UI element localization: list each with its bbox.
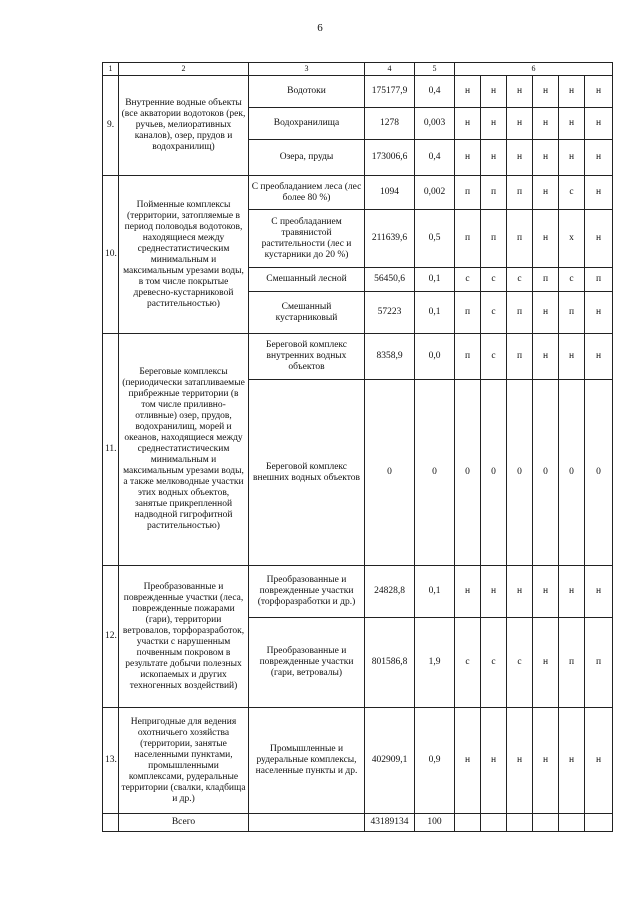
flag-cell: п	[481, 176, 507, 210]
flag-cell: п	[481, 210, 507, 268]
flag-cell: 0	[559, 380, 585, 566]
header-col-1: 1	[103, 63, 119, 76]
flag-cell: н	[559, 334, 585, 380]
category-description: Береговые комплексы (периодически затапливаемые прибрежные территории (в том числе приливно-отливные) озер, прудов, водохранилищ, морей и океанов, находящиеся между среднестатистическим минимальным и максимальным урезами воды, а также мелководные участки этих водных объектов, занятые прикрепленной надводной гигрофитной растительностью)	[119, 334, 249, 566]
flag-cell: н	[533, 708, 559, 814]
flag-cell: 0	[533, 380, 559, 566]
area-value: 801586,8	[365, 618, 415, 708]
flag-cell: н	[455, 108, 481, 140]
empty-cell	[103, 814, 119, 832]
total-percent: 100	[415, 814, 455, 832]
area-value: 57223	[365, 292, 415, 334]
flag-cell: с	[507, 618, 533, 708]
page-number: 6	[317, 22, 323, 34]
row-number: 12.	[103, 566, 119, 708]
flag-cell: п	[507, 210, 533, 268]
percent-value: 1,9	[415, 618, 455, 708]
subcategory-name: Преобразованные и поврежденные участки (торфоразработки и др.)	[249, 566, 365, 618]
flag-cell: н	[481, 140, 507, 176]
category-description: Преобразованные и поврежденные участки (леса, поврежденные пожарами (гари), территории ветровалов, торфоразработок, участки с нарушенным почвенным покровом в результате добычи полезных ископаемых и других техногенных воздействий)	[119, 566, 249, 708]
area-value: 211639,6	[365, 210, 415, 268]
percent-value: 0,9	[415, 708, 455, 814]
flag-cell: н	[507, 108, 533, 140]
flag-cell: п	[507, 292, 533, 334]
area-value: 0	[365, 380, 415, 566]
flag-cell: н	[533, 76, 559, 108]
flag-cell: н	[559, 108, 585, 140]
subcategory-name: С преобладанием травянистой растительности (лес и кустарники до 20 %)	[249, 210, 365, 268]
flag-cell: с	[481, 334, 507, 380]
total-label: Всего	[119, 814, 249, 832]
empty-cell	[585, 814, 613, 832]
flag-cell: н	[585, 76, 613, 108]
flag-cell: 0	[455, 380, 481, 566]
flag-cell: н	[455, 76, 481, 108]
percent-value: 0,5	[415, 210, 455, 268]
table-row	[103, 708, 613, 814]
flag-cell: н	[559, 566, 585, 618]
area-value: 56450,6	[365, 268, 415, 292]
flag-cell: н	[533, 618, 559, 708]
table-row	[103, 334, 613, 380]
flag-cell: с	[455, 268, 481, 292]
row-number: 10.	[103, 176, 119, 334]
flag-cell: п	[559, 292, 585, 334]
flag-cell: п	[533, 268, 559, 292]
table-row	[103, 76, 613, 108]
flag-cell: н	[585, 566, 613, 618]
area-value: 8358,9	[365, 334, 415, 380]
flag-cell: 0	[507, 380, 533, 566]
row-number: 13.	[103, 708, 119, 814]
category-description: Внутренние водные объекты (все акватории водотоков (рек, ручьев, мелиоративных каналов), озер, прудов и водохранилищ)	[119, 76, 249, 176]
flag-cell: н	[481, 76, 507, 108]
table-row	[103, 566, 613, 618]
flag-cell: н	[585, 108, 613, 140]
header-col-6: 6	[455, 63, 613, 76]
header-row	[103, 63, 613, 76]
flag-cell: н	[533, 140, 559, 176]
flag-cell: н	[507, 140, 533, 176]
area-value: 1094	[365, 176, 415, 210]
percent-value: 0,4	[415, 140, 455, 176]
flag-cell: п	[507, 176, 533, 210]
empty-cell	[455, 814, 481, 832]
flag-cell: н	[533, 566, 559, 618]
subcategory-name: Смешанный лесной	[249, 268, 365, 292]
empty-cell	[507, 814, 533, 832]
area-value: 173006,6	[365, 140, 415, 176]
subcategory-name: Преобразованные и поврежденные участки (гари, ветровалы)	[249, 618, 365, 708]
flag-cell: с	[455, 618, 481, 708]
flag-cell: п	[585, 618, 613, 708]
subcategory-name: Водотоки	[249, 76, 365, 108]
percent-value: 0,002	[415, 176, 455, 210]
flag-cell: н	[533, 292, 559, 334]
header-col-3: 3	[249, 63, 365, 76]
flag-cell: н	[585, 708, 613, 814]
percent-value: 0,4	[415, 76, 455, 108]
percent-value: 0,003	[415, 108, 455, 140]
subcategory-name: С преобладанием леса (лес более 80 %)	[249, 176, 365, 210]
land-category-table	[102, 62, 613, 832]
flag-cell: п	[455, 176, 481, 210]
flag-cell: с	[481, 292, 507, 334]
subcategory-name: Водохранилища	[249, 108, 365, 140]
table-row	[103, 176, 613, 210]
header-col-5: 5	[415, 63, 455, 76]
flag-cell: н	[585, 292, 613, 334]
flag-cell: н	[507, 708, 533, 814]
flag-cell: н	[559, 708, 585, 814]
flag-cell: п	[455, 210, 481, 268]
flag-cell: н	[533, 176, 559, 210]
total-area: 43189134	[365, 814, 415, 832]
percent-value: 0,1	[415, 292, 455, 334]
flag-cell: н	[533, 334, 559, 380]
flag-cell: н	[559, 140, 585, 176]
category-description: Пойменные комплексы (территории, затопляемые в период половодья водотоков, находящиеся между среднестатистическим минимальным и максимальным урезами воды, в том числе покрытые древесно-кустарниковой растительностью)	[119, 176, 249, 334]
flag-cell: н	[481, 708, 507, 814]
subcategory-name: Смешанный кустарниковый	[249, 292, 365, 334]
flag-cell: н	[585, 210, 613, 268]
flag-cell: н	[455, 708, 481, 814]
area-value: 402909,1	[365, 708, 415, 814]
row-number: 9.	[103, 76, 119, 176]
area-value: 175177,9	[365, 76, 415, 108]
flag-cell: н	[507, 76, 533, 108]
total-row	[103, 814, 613, 832]
percent-value: 0,0	[415, 334, 455, 380]
category-description: Непригодные для ведения охотничьего хозяйства (территории, занятые населенными пунктами, промышленными комплексами, рудеральные территории (свалки, кладбища и др.)	[119, 708, 249, 814]
flag-cell: п	[455, 334, 481, 380]
empty-cell	[249, 814, 365, 832]
flag-cell: н	[533, 108, 559, 140]
flag-cell: с	[507, 268, 533, 292]
flag-cell: 0	[585, 380, 613, 566]
flag-cell: н	[533, 210, 559, 268]
percent-value: 0	[415, 380, 455, 566]
flag-cell: 0	[481, 380, 507, 566]
flag-cell: н	[507, 566, 533, 618]
subcategory-name: Береговой комплекс внутренних водных объектов	[249, 334, 365, 380]
flag-cell: н	[455, 140, 481, 176]
flag-cell: н	[481, 566, 507, 618]
empty-cell	[559, 814, 585, 832]
area-value: 24828,8	[365, 566, 415, 618]
flag-cell: с	[481, 618, 507, 708]
header-col-2: 2	[119, 63, 249, 76]
subcategory-name: Береговой комплекс внешних водных объектов	[249, 380, 365, 566]
percent-value: 0,1	[415, 566, 455, 618]
flag-cell: н	[585, 140, 613, 176]
header-col-4: 4	[365, 63, 415, 76]
flag-cell: н	[585, 334, 613, 380]
empty-cell	[533, 814, 559, 832]
flag-cell: п	[585, 268, 613, 292]
flag-cell: с	[559, 268, 585, 292]
flag-cell: х	[559, 210, 585, 268]
percent-value: 0,1	[415, 268, 455, 292]
flag-cell: п	[507, 334, 533, 380]
flag-cell: н	[585, 176, 613, 210]
flag-cell: п	[559, 618, 585, 708]
flag-cell: н	[481, 108, 507, 140]
flag-cell: с	[481, 268, 507, 292]
flag-cell: н	[559, 76, 585, 108]
row-number: 11.	[103, 334, 119, 566]
flag-cell: н	[455, 566, 481, 618]
area-value: 1278	[365, 108, 415, 140]
flag-cell: с	[559, 176, 585, 210]
flag-cell: п	[455, 292, 481, 334]
subcategory-name: Промышленные и рудеральные комплексы, населенные пункты и др.	[249, 708, 365, 814]
empty-cell	[481, 814, 507, 832]
subcategory-name: Озера, пруды	[249, 140, 365, 176]
